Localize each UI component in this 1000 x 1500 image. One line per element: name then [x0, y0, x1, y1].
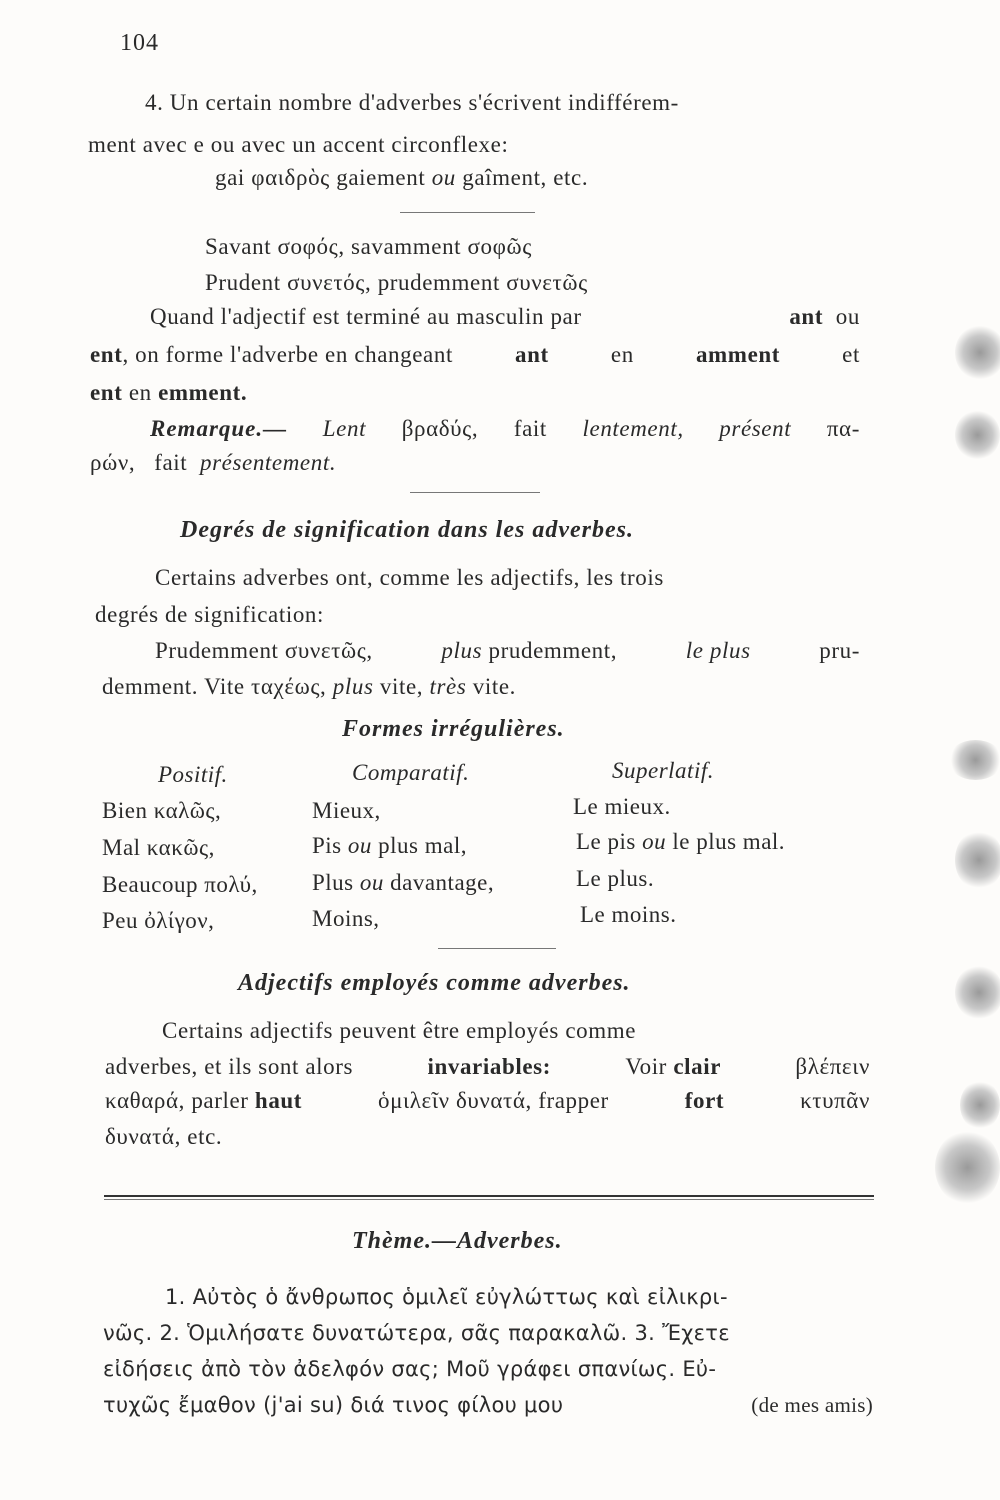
binding-stain	[948, 740, 1000, 780]
row-comparatif	[312, 868, 494, 898]
example-text: gaîment, etc.	[462, 165, 589, 190]
degres-p2-line1	[155, 636, 860, 666]
text: 4. Un certain nombre d'adverbes s'écrivent indifférem-	[145, 90, 679, 115]
row-superlatif: Le plus.	[576, 866, 655, 891]
separator-rule	[410, 492, 540, 493]
theme-line2: νῶς. 2. Ὁμιλήσατε δυνατώτερα, σᾶς παρακαλῶ. 3. Ἔχετε	[103, 1321, 730, 1345]
header-positif: Positif.	[158, 762, 228, 787]
greek-word: βραδύς,	[401, 416, 479, 441]
word: plus	[332, 674, 374, 699]
theme-heading: Thème.—Adverbes.	[352, 1228, 563, 1254]
word: le plus mal.	[672, 829, 786, 854]
rule-line2	[90, 340, 860, 370]
suffix-amment: amment	[695, 342, 781, 367]
text: τυχῶς ἔμαθον (j'ai su) διά τινος φίλου μου	[103, 1393, 564, 1417]
text: Quand l'adjectif est terminé au masculin par	[150, 304, 582, 329]
row-comparatif	[312, 831, 467, 861]
degres-heading: Degrés de signification dans les adverbes.	[180, 517, 634, 543]
header-comparatif: Comparatif.	[352, 760, 470, 785]
word: Plus	[312, 870, 354, 895]
row-positif: Beaucoup πολύ,	[102, 872, 258, 897]
word-haut: haut	[254, 1088, 303, 1113]
text: adverbes, et ils sont alors	[105, 1054, 354, 1079]
word: lentement,	[582, 416, 684, 441]
word: Lent	[322, 416, 367, 441]
row-superlatif	[576, 827, 785, 857]
section4-line1	[145, 88, 857, 118]
degres-p1-line1	[155, 563, 860, 593]
row-positif: Bien καλῶς,	[102, 798, 222, 823]
example-text: gai φαιδρὸς gaiement	[215, 165, 426, 190]
word: très	[429, 674, 467, 699]
or-word: ou	[347, 833, 372, 858]
theme-line1: 1. Αὐτὸς ὁ ἄνθρωπος ὁμιλεῖ εὐγλώττως καὶ εἰλικρι-	[165, 1285, 728, 1309]
word-clair: clair	[673, 1054, 722, 1079]
suffix-ant: ant	[515, 342, 549, 367]
row-superlatif: Le mieux.	[573, 794, 671, 819]
text: pru-	[819, 638, 860, 663]
adjectifs-line3	[105, 1086, 870, 1116]
text: et	[842, 342, 860, 367]
adjectifs-line2	[105, 1052, 870, 1082]
text: vite,	[379, 674, 424, 699]
adjectifs-heading: Adjectifs employés comme adverbes.	[238, 970, 631, 996]
rule-line3	[90, 378, 247, 408]
theme-line3: εἰδήσεις ἀπὸ τὸν ἀδελφόν σας; Μοῦ γράφει σπανίως. Εὐ-	[103, 1357, 717, 1381]
text: Certains adverbes ont, comme les adjectifs, les trois	[155, 565, 664, 590]
remarque-line1	[150, 414, 860, 444]
adjectifs-line4: δυνατά, etc.	[105, 1124, 223, 1149]
text: en	[128, 380, 152, 405]
binding-stain	[960, 1080, 1000, 1130]
text: ὁμιλεῖν δυνατά, frapper	[377, 1088, 609, 1113]
text: καθαρά, parler	[105, 1088, 249, 1113]
word: présent	[719, 416, 792, 441]
word-fort: fort	[684, 1088, 725, 1113]
theme-line4	[103, 1390, 873, 1420]
remarque-label: Remarque.—	[150, 416, 288, 441]
text: prudemment,	[488, 638, 618, 663]
greek-word: κτυπᾶν	[800, 1088, 870, 1113]
irregular-heading: Formes irrégulières.	[342, 716, 565, 742]
suffix-ant: ant	[789, 304, 824, 329]
word: Le pis	[576, 829, 636, 854]
or-word: ou	[642, 829, 667, 854]
row-superlatif: Le moins.	[580, 902, 677, 927]
text: (de mes amis)	[751, 1393, 873, 1417]
binding-stain	[955, 965, 1000, 1020]
text: en	[610, 342, 634, 367]
row-comparatif: Moins,	[312, 906, 380, 931]
text: , on forme l'adverbe en changeant	[122, 342, 453, 367]
degres-p1-line2: degrés de signification:	[95, 602, 325, 627]
example-or: ou	[431, 165, 456, 190]
greek-word: ρών,	[90, 450, 136, 475]
binding-stain	[955, 410, 1000, 460]
word: présentement.	[200, 450, 337, 475]
section4-example	[215, 163, 588, 193]
savant-line: Savant σοφός, savamment σοφῶς	[205, 234, 532, 259]
binding-stain	[955, 325, 1000, 380]
row-positif: Mal κακῶς,	[102, 835, 215, 860]
binding-stain	[935, 1130, 1000, 1205]
page-number: 104	[120, 30, 159, 56]
adjectifs-line1	[162, 1016, 870, 1046]
suffix-ent: ent	[90, 342, 123, 367]
word: plus mal,	[378, 833, 467, 858]
word: fait	[154, 450, 188, 475]
text: demment. Vite ταχέως,	[102, 674, 327, 699]
text: vite.	[472, 674, 516, 699]
text: Certains adjectifs peuvent être employés comme	[162, 1018, 637, 1043]
binding-stain	[955, 830, 1000, 890]
separator-rule	[438, 948, 556, 949]
suffix-ent: ent	[90, 380, 123, 405]
greek-word: βλέπειν	[795, 1054, 870, 1079]
word: Pis	[312, 833, 342, 858]
separator-rule	[400, 212, 535, 213]
row-comparatif: Mieux,	[312, 798, 381, 823]
prudent-line: Prudent συνετός, prudemment συνετῶς	[205, 270, 588, 295]
header-superlatif: Superlatif.	[612, 758, 714, 783]
row-positif: Peu ὀλίγον,	[102, 908, 215, 933]
degres-p2-line2	[102, 672, 516, 702]
greek-word: πα-	[826, 416, 860, 441]
word-invariables: invariables:	[427, 1054, 551, 1079]
section-double-rule	[104, 1195, 874, 1197]
suffix-emment: emment.	[158, 380, 248, 405]
rule-line1	[150, 302, 860, 332]
text: ou	[835, 304, 860, 329]
word: le plus	[685, 638, 751, 663]
word: davantage,	[390, 870, 495, 895]
section4-line2: ment avec e ou avec un accent circonflexe:	[88, 132, 509, 157]
or-word: ou	[359, 870, 384, 895]
word: plus	[441, 638, 483, 663]
remarque-line2	[90, 448, 336, 478]
text: Voir	[625, 1054, 667, 1079]
section-double-rule	[104, 1199, 874, 1200]
text: Prudemment συνετῶς,	[155, 638, 373, 663]
word: fait	[513, 416, 547, 441]
